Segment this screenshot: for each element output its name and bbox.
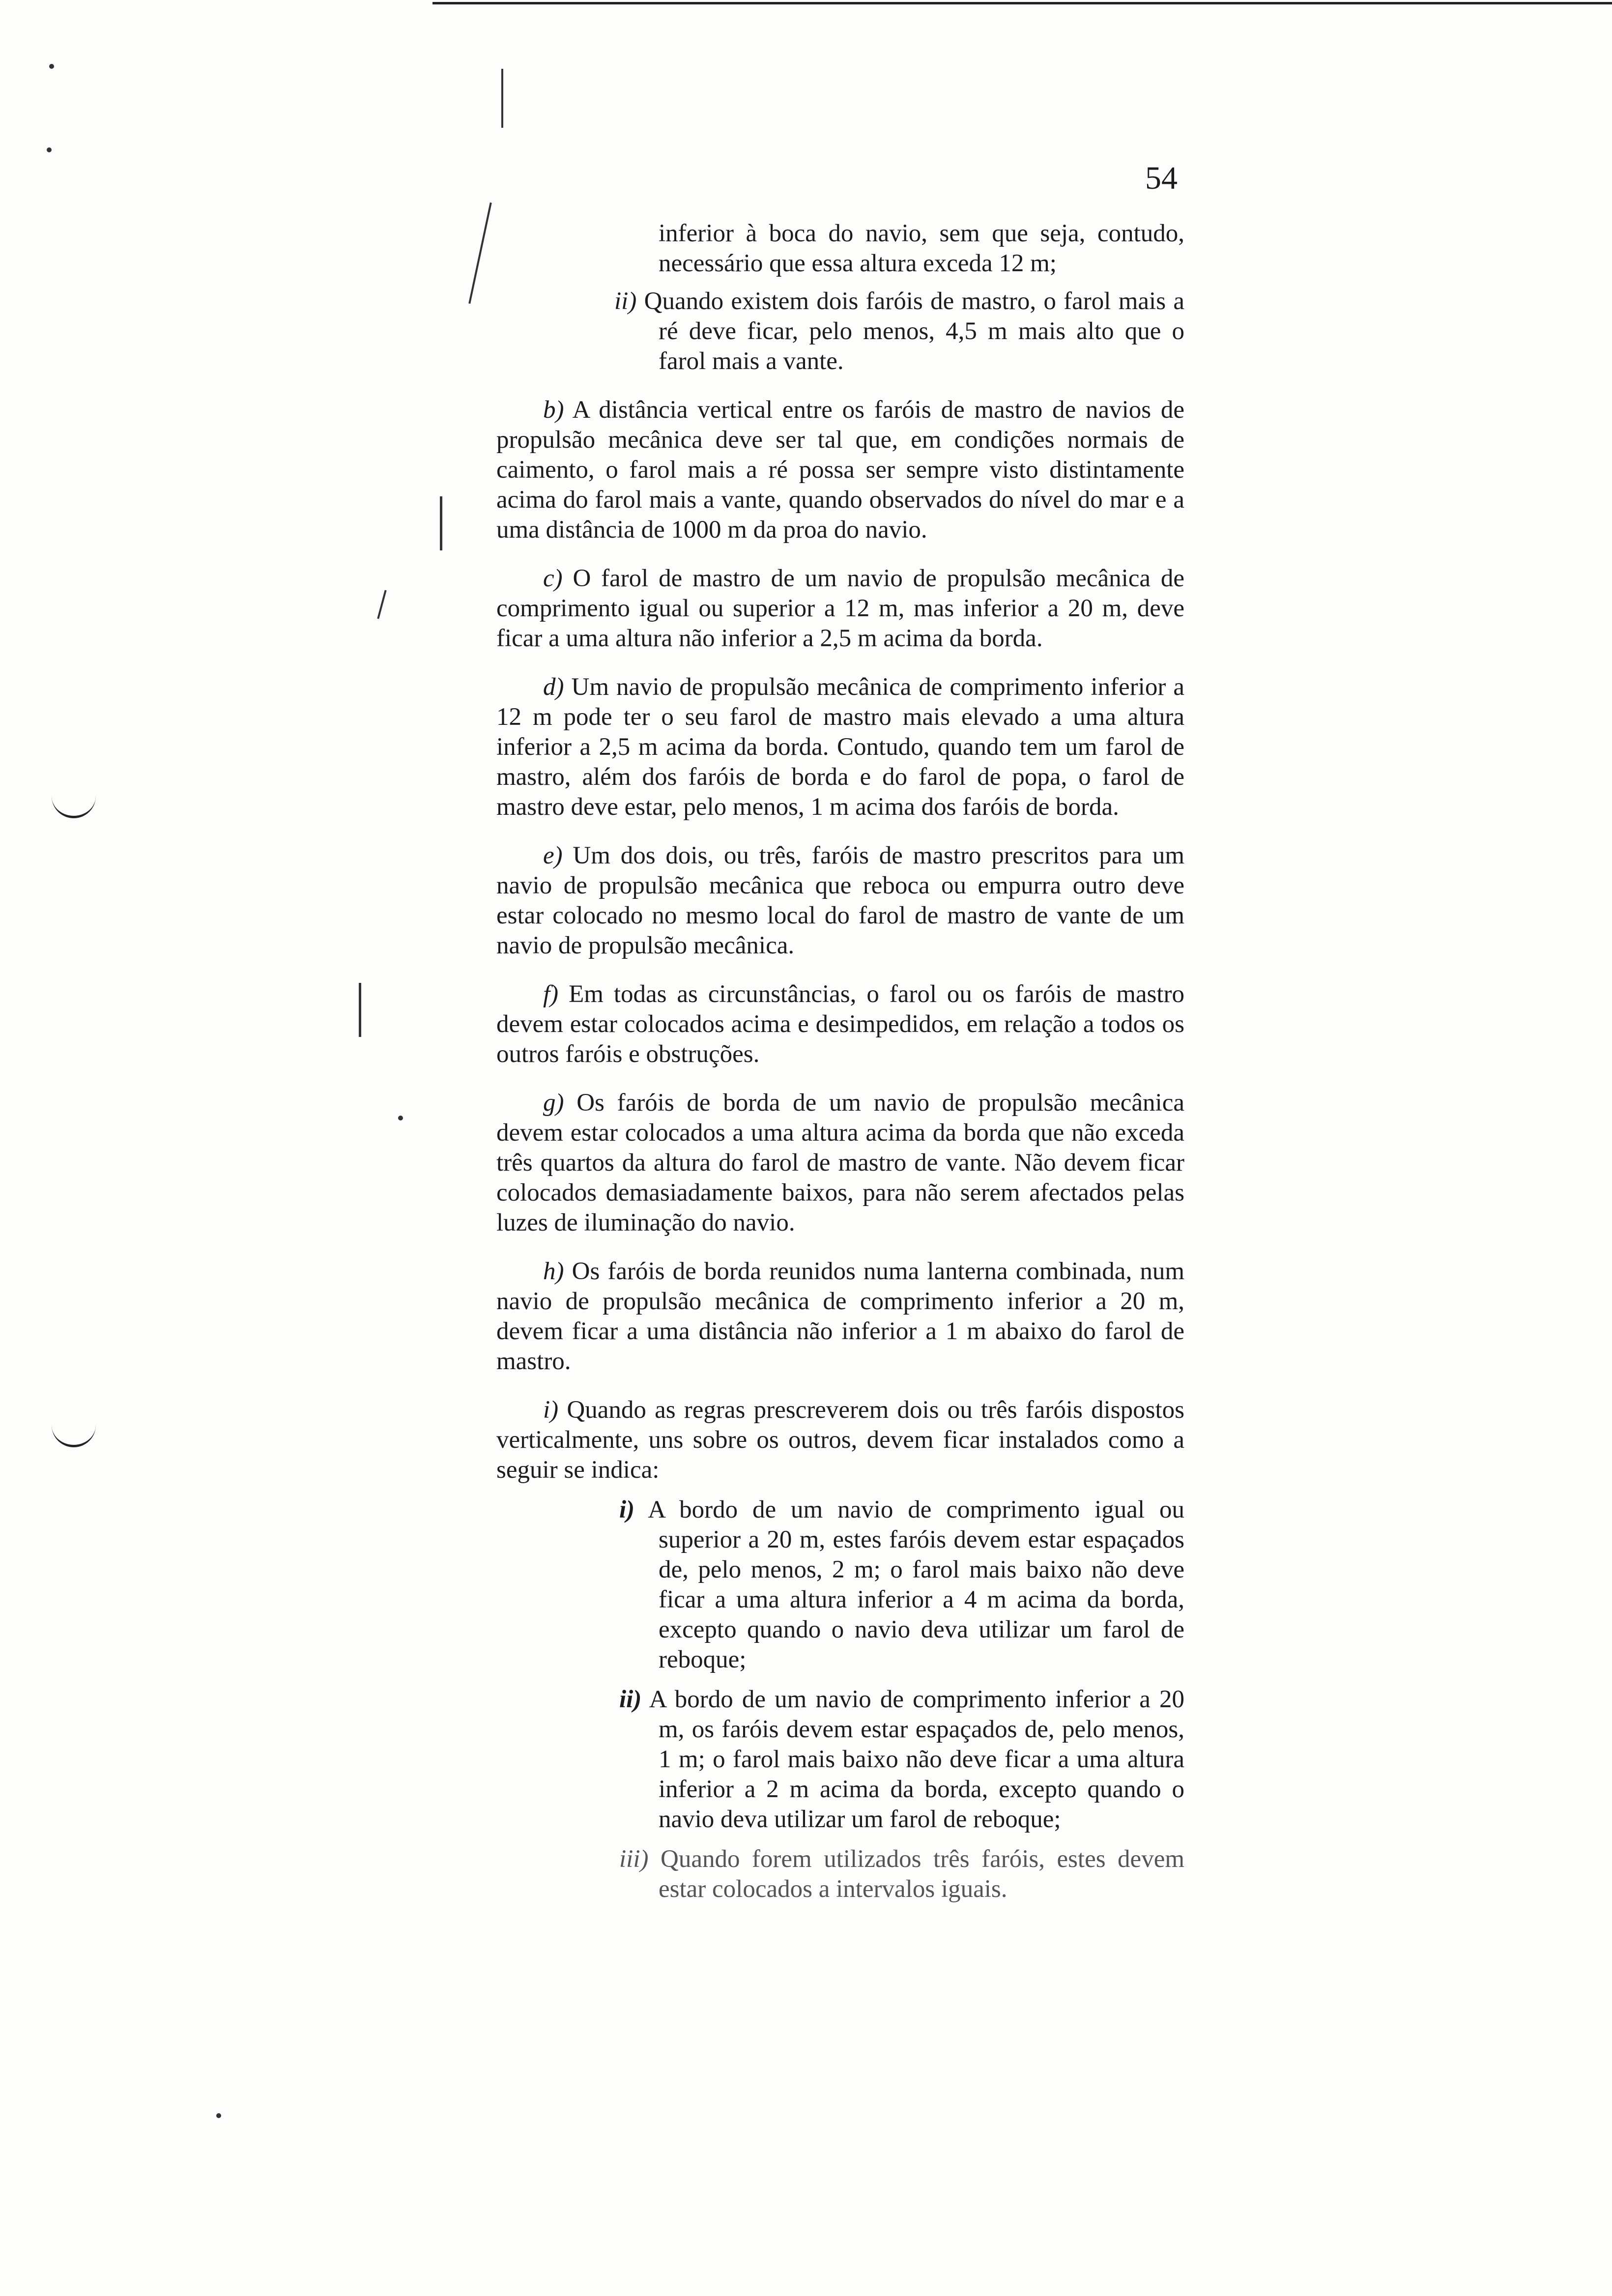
- scan-dot: [398, 1116, 403, 1120]
- item-text: Quando existem dois faróis de mastro, o farol mais a ré deve ficar, pelo menos, 4,5 m mais alto que o farol mais a vante.: [644, 287, 1185, 375]
- top-edge-rule: [432, 2, 1612, 4]
- paragraph-h: [496, 1257, 1184, 1377]
- paragraph-label: c): [543, 565, 563, 592]
- scan-mark: [359, 983, 361, 1037]
- paragraph-label: h): [543, 1258, 564, 1285]
- item-label: iii): [619, 1845, 649, 1873]
- item-i-2: [496, 1685, 1184, 1835]
- paragraph-text: Um dos dois, ou três, faróis de mastro prescritos para um navio de propulsão mecânica que reboca ou empurra outro deve estar colocado no mesmo local do farol de mastro de vante de um navio de propulsão mecânica.: [496, 842, 1185, 959]
- item-a-ii: [496, 287, 1184, 376]
- paragraph-text: O farol de mastro de um navio de propulsão mecânica de comprimento igual ou superior a 12 m, mas inferior a 20 m, deve ficar a uma altura não inferior a 2,5 m acima da borda.: [496, 565, 1185, 652]
- paragraph-text: Em todas as circunstâncias, o farol ou os faróis de mastro devem estar colocados acima e desimpedidos, em relação a todos os outros faróis e obstruções.: [496, 980, 1184, 1068]
- body-text: [496, 219, 1184, 1904]
- scan-dot: [47, 147, 52, 152]
- scan-dot: [49, 64, 54, 69]
- paragraph-label: d): [543, 673, 564, 701]
- paragraph-b: [496, 395, 1184, 545]
- paragraph-text: A distância vertical entre os faróis de mastro de navios de propulsão mecânica deve ser tal que, em condições normais de caimento, o farol mais a ré possa ser sempre visto distintamente acima do farol mais a vante, quando observados do nível do mar e a uma distância de 1000 m da proa do navio.: [496, 396, 1184, 544]
- paragraph-g: [496, 1088, 1184, 1238]
- item-text: A bordo de um navio de comprimento igual ou superior a 20 m, estes faróis devem estar espaçados de, pelo menos, 2 m; o farol mais baixo não deve ficar a uma altura inferior a 4 m acima da borda, excepto quando o navio deva utilizar um farol de reboque;: [648, 1496, 1185, 1673]
- scan-dot: [216, 2113, 221, 2118]
- page-number: 54: [1145, 160, 1178, 196]
- paragraph-f: [496, 979, 1184, 1069]
- paragraph-text: Os faróis de borda de um navio de propulsão mecânica devem estar colocados a uma altura acima da borda que não exceda três quartos da altura do farol de mastro de vante. Não devem ficar colocados demasiadamente baixos, para não serem afectados pelas luzes de iluminação do navio.: [496, 1089, 1185, 1236]
- scan-mark: [377, 590, 386, 619]
- item-i-1: [496, 1495, 1184, 1675]
- paragraph-e: [496, 841, 1184, 961]
- paragraph-i: [496, 1395, 1184, 1485]
- scan-arc: [52, 1425, 96, 1447]
- continuation-text: inferior à boca do navio, sem que seja, contudo, necessário que essa altura exceda 12 m;: [659, 220, 1184, 277]
- scan-mark: [468, 202, 492, 304]
- paragraph-text: Quando as regras prescreverem dois ou três faróis dispostos verticalmente, uns sobre os outros, devem ficar instalados como a seguir se indica:: [496, 1396, 1185, 1484]
- paragraph-label: b): [543, 396, 564, 424]
- paragraph-label: g): [543, 1089, 564, 1117]
- item-label: ii): [619, 1686, 642, 1713]
- scan-mark: [440, 496, 442, 550]
- paragraph-c: [496, 564, 1184, 654]
- item-text: Quando forem utilizados três faróis, estes devem estar colocados a intervalos iguais.: [659, 1845, 1184, 1903]
- item-i-3: [496, 1844, 1184, 1904]
- paragraph-label: e): [543, 842, 563, 869]
- paragraph-text: Um navio de propulsão mecânica de comprimento inferior a 12 m pode ter o seu farol de mastro mais elevado a uma altura inferior a 2,5 m acima da borda. Contudo, quando tem um farol de mastro, além dos faróis de borda e do farol de popa, o farol de mastro deve estar, pelo menos, 1 m acima dos faróis de borda.: [496, 673, 1184, 821]
- item-label: ii): [614, 287, 637, 315]
- scan-mark: [501, 69, 503, 128]
- paragraph-label: i): [543, 1396, 559, 1424]
- paragraph-d: [496, 672, 1184, 822]
- scan-arc: [52, 796, 96, 818]
- paragraph-label: f): [543, 980, 559, 1008]
- item-label: i): [619, 1496, 635, 1523]
- paragraph-text: Os faróis de borda reunidos numa lanterna combinada, num navio de propulsão mecânica de comprimento inferior a 20 m, devem ficar a uma distância não inferior a 1 m abaixo do farol de mastro.: [496, 1258, 1184, 1375]
- item-text: A bordo de um navio de comprimento inferior a 20 m, os faróis devem estar espaçados de, pelo menos, 1 m; o farol mais baixo não deve ficar a uma altura inferior a 2 m acima da borda, excepto quando o navio deva utilizar um farol de reboque;: [649, 1686, 1184, 1833]
